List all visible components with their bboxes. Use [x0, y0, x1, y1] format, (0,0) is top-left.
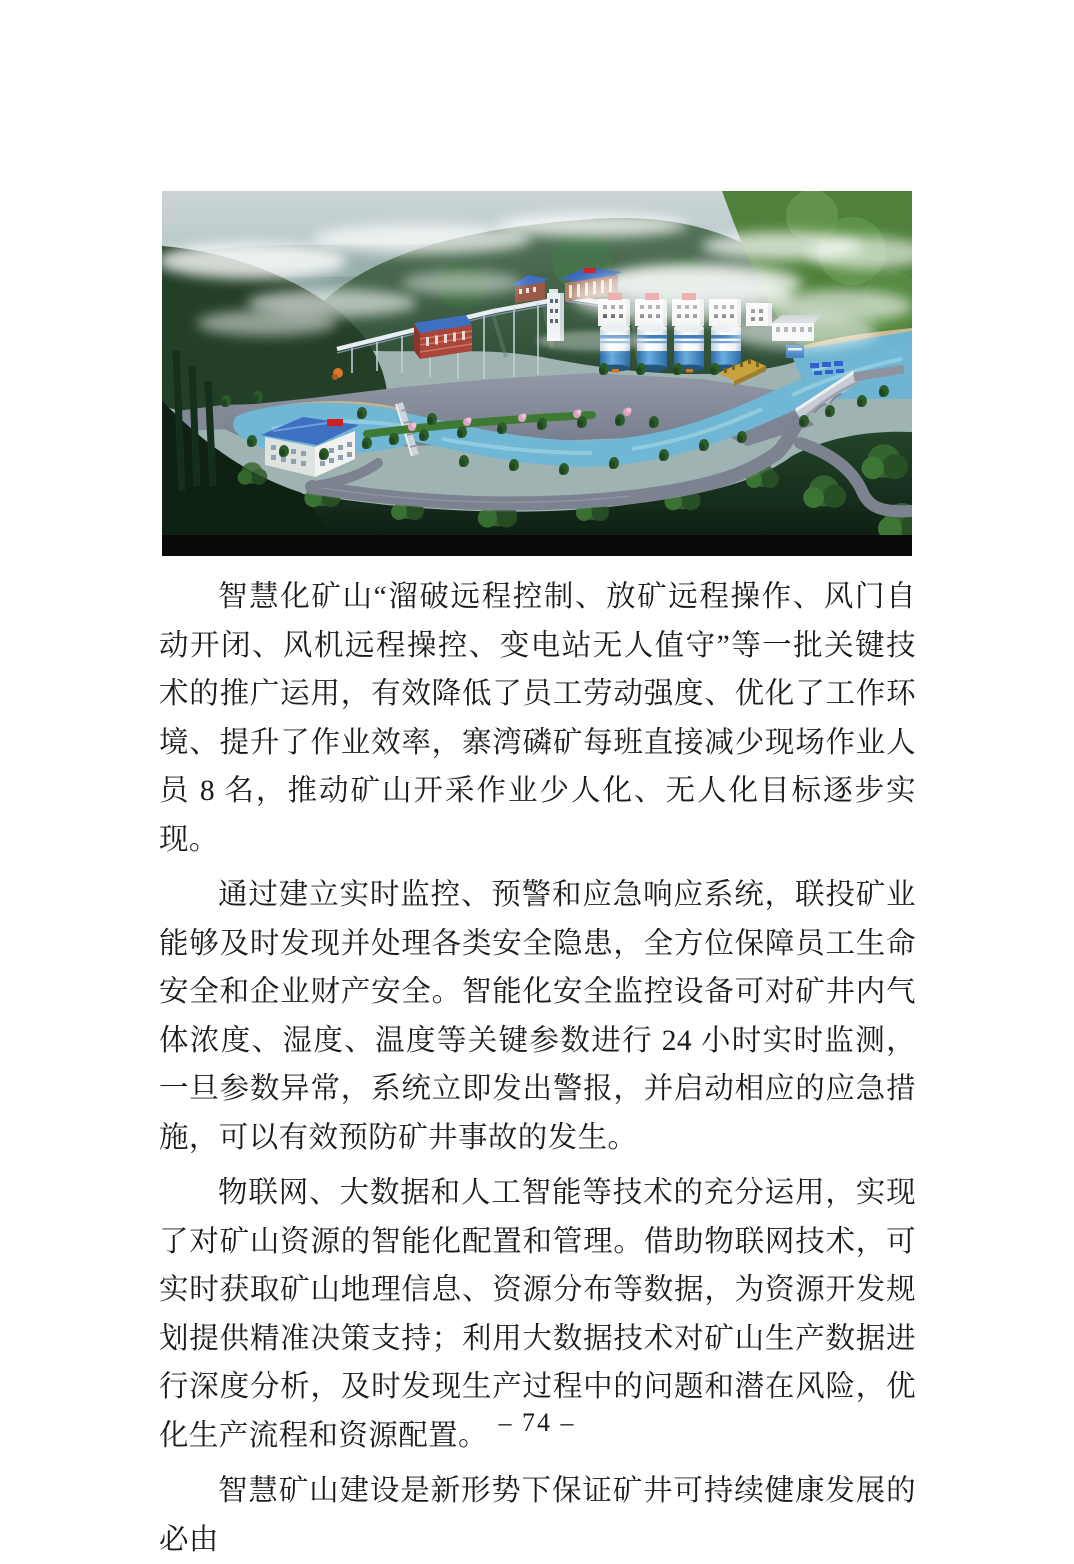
paragraph-iot-bigdata: 物联网、大数据和人工智能等技术的充分运用，实现了对矿山资源的智能化配置和管理。借助物联网技术，可实时获取矿山地理信息、资源分布等数据，为资源开发规划提供精准决策支持；利用大数据技术对矿山生产数据进行深度分析，及时发现生产过程中的问题和潜在风险，优化生产流程和资源配置。 [159, 1177, 916, 1452]
page-number: – 74 – [498, 1408, 576, 1437]
mine-scene [162, 191, 912, 556]
paragraph-smart-mine-future: 智慧矿山建设是新形势下保证矿井可持续健康发展的必由 [159, 1475, 916, 1556]
mine-aerial-rendering [162, 191, 912, 556]
image-bottom-bar [162, 535, 912, 556]
paragraph-monitoring-safety: 通过建立实时监控、预警和应急响应系统，联投矿业能够及时发现并处理各类安全隐患，全方位保障员工生命安全和企业财产安全。智能化安全监控设备可对矿井内气体浓度、湿度、温度等关键参数进行 24 小时实时监测，一旦参数异常，系统立即发出警报，并启动相应的应急措施，可以有效预防矿井事故的发生。 [159, 879, 916, 1154]
paragraph-smart-mine-tech: 智慧化矿山“溜破远程控制、放矿远程操作、风门自动开闭、风机远程操控、变电站无人值守”等一批关键技术的推广运用，有效降低了员工劳动强度、优化了工作环境、提升了作业效率，寨湾磷矿每班直接减少现场作业人员 8 名，推动矿山开采作业少人化、无人化目标逐步实现。 [159, 581, 916, 856]
